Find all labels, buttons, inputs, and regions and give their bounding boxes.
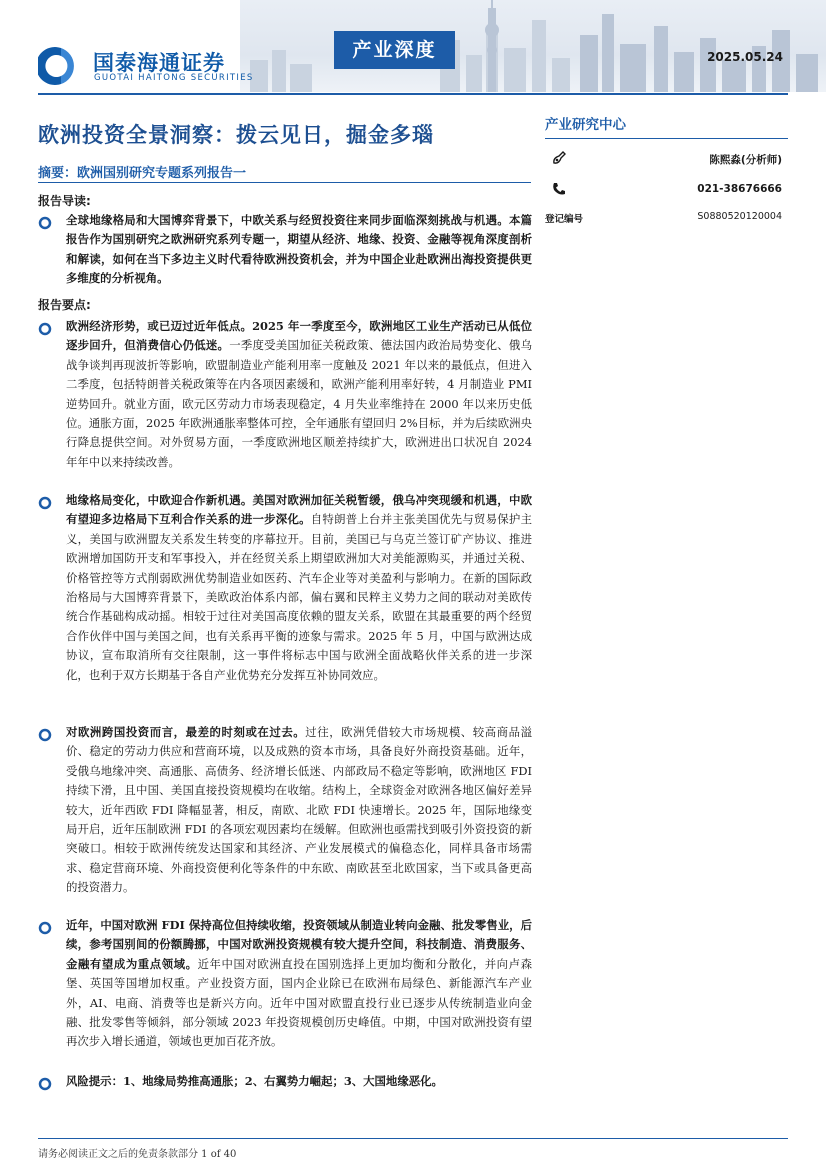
bullet-icon: [38, 921, 52, 935]
analyst-name: 陈熙淼(分析师): [709, 154, 782, 166]
points-label: 报告要点:: [38, 298, 91, 312]
bullet-icon: [38, 1077, 52, 1091]
bullet-icon: [38, 728, 52, 742]
brand-name-en: GUOTAI HAITONG SECURITIES: [94, 73, 254, 83]
risk-paragraph: [66, 1072, 532, 1091]
point-body: 近年中国对欧洲直投在国别选择上更加均衡和分散化，并向卢森堡、英国等国增加权重。产业投资方面，国内企业除已在欧洲布局绿色、新能源汽车产业外，AI、电商、消费等也是新兴方向。近年中国对欧盟直投行业已逐步从传统制造业向金融、批发零售等倾斜，部分领域 2023 年投资规模创历史峰值。中期，中国对欧洲投资有望再次步入增长通道，领域也更加百花齐放。: [66, 956, 532, 1049]
bullet-icon: [38, 496, 52, 510]
bullet-icon: [38, 322, 52, 336]
pen-icon: [551, 150, 567, 166]
point-paragraph-3: [66, 723, 532, 898]
point-paragraph-1: [66, 317, 532, 472]
phone-icon: [551, 181, 567, 197]
report-date: 2025.05.24: [707, 50, 783, 64]
sidebar-divider: [545, 138, 788, 139]
guide-label: 报告导读:: [38, 194, 91, 208]
skyline-banner: [240, 0, 826, 92]
point-body: 一季度受美国加征关税政策、德法国内政治局势变化、俄乌战争谈判再现波折等影响，欧盟制造业产能利用率一度触及 2021 年以来的最低点，但进入二季度，包括特朗普关税政策等在内各项因素缓和，欧洲产能利用率好转，4 月制造业 PMI 逆势回升。就业方面，欧元区劳动力市场表现稳定，4 月失业率维持在 2000 年以来历史低位。通胀方面，2025 年欧洲通胀率整体可控，全年通胀有望回归 2%目标，并为后续欧洲央行降息提供空间。对外贸易方面，一季度欧洲地区顺差持续扩大，欧洲进出口状况自 2024 年年中以来持续改善。: [66, 338, 532, 469]
page-footer: 请务必阅读正文之后的免责条款部分 1 of 40: [38, 1149, 237, 1160]
header-divider: [38, 93, 788, 95]
bullet-icon: [38, 216, 52, 230]
guide-paragraph: [66, 211, 532, 289]
report-title: 欧洲投资全景洞察：拨云见日，掘金多瑙: [38, 123, 434, 147]
report-type-tag: 产业深度: [334, 31, 455, 69]
analyst-sidebar: [545, 113, 788, 225]
point-body: 过往，欧洲凭借较大市场规模、较高商品溢价、稳定的劳动力供应和营商环境，以及成熟的资本市场，具备良好外商投资基础。近年，受俄乌地缘冲突、高通胀、高债务、经济增长低迷、内部政局不稳定等影响，欧洲地区 FDI 持续下滑，且中国、美国直接投资规模均在收缩。结构上，全球资金对欧洲各地区偏好差异较大，近年西欧 FDI 降幅显著，相反，南欧、北欧 FDI 快速增长。2025 年，国际地缘变局开启，近年压制欧洲 FDI 的各项宏观因素均在缓解。但欧洲也亟需找到吸引外资投资的新突破口。相较于欧洲传统发达国家和其经济、产业发展模式的偏稳态化，同样具备市场需求、稳定营商环境、外商投资便利化等条件的中东欧、南欧甚至北欧国家，当下或具备更高的投资潜力。: [66, 725, 532, 895]
point-lead: 对欧洲跨国投资而言，最差的时刻或在过去。: [66, 725, 306, 739]
point-paragraph-4: [66, 916, 532, 1052]
company-logo-icon: [38, 46, 84, 86]
analyst-phone-row: [545, 181, 788, 201]
brand-name-cn: 国泰海通证券: [93, 51, 225, 75]
point-lead: 欧洲经济形势，或已迈过近年低点。2025 年一季度至今，欧洲地区工业生产活动已从低位逐步回升，但消费信心仍低迷。: [66, 319, 532, 353]
report-subtitle: 摘要：欧洲国别研究专题系列报告一: [38, 166, 247, 181]
footer-divider: [38, 1138, 788, 1139]
research-center-title: 产业研究中心: [545, 117, 626, 133]
subtitle-divider: [38, 182, 531, 183]
skyline-illustration: [240, 0, 826, 92]
point-body: 自特朗普上台并主张美国优先与贸易保护主义，美国与欧洲盟友关系发生转变的序幕拉开。目前，美国已与乌克兰签订矿产协议、推进欧洲增加国防开支和军事投入，并在经贸关系上期望欧洲加大对美能源购买，并通过关税、价格管控等方式削弱欧洲优势制造业如医药、汽车企业等对美盈利与影响力。在新的国际政治格局与大国博弈背景下，美欧政治体系内部，偏右翼和民粹主义势力之间的联动对美欧传统合作基础构成动摇。相较于过往对美国高度依赖的盟友关系，欧盟在其最重要的两个经贸合作伙伴中国与美国之间，也有关系再平衡的迹象与需求。2025 年 5 月，中国与欧洲达成协议，宣布取消所有交往限制，这一事件将标志中国与欧洲全面战略伙伴关系的进一步深化，也利于双方长期基于各自产业优势充分发挥互补协同效应。: [66, 512, 532, 682]
point-paragraph-2: [66, 491, 532, 685]
analyst-phone: 021-38676666: [697, 183, 782, 195]
point-lead: 地缘格局变化，中欧迎合作新机遇。美国对欧洲加征关税暂缓，俄乌冲突现缓和机遇，中欧有望迎多边格局下互利合作关系的进一步深化。: [66, 493, 532, 527]
page-header: [0, 0, 826, 96]
point-lead: 近年，中国对欧洲 FDI 保持高位但持续收缩，投资领域从制造业转向金融、批发零售业，后续，参考国别间的份额腾挪，中国对欧洲投资规模有较大提升空间，科技制造、消费服务、金融有望成为重点领域。: [66, 918, 532, 971]
registration-number: S0880520120004: [697, 211, 782, 222]
risk-text: 风险提示：1、地缘局势推高通胀；2、右翼势力崛起；3、大国地缘恶化。: [66, 1074, 443, 1088]
analyst-name-row: [545, 150, 788, 170]
registration-label: 登记编号: [545, 214, 584, 225]
guide-text: 全球地缘格局和大国博弈背景下，中欧关系与经贸投资往来同步面临深刻挑战与机遇。本篇报告作为国别研究之欧洲研究系列专题一，期望从经济、地缘、投资、金融等视角深度剖析和解读，如何在当下多边主义时代看待欧洲投资机会，并为中国企业赴欧洲出海投资提供更多维度的分析视角。: [66, 213, 532, 286]
